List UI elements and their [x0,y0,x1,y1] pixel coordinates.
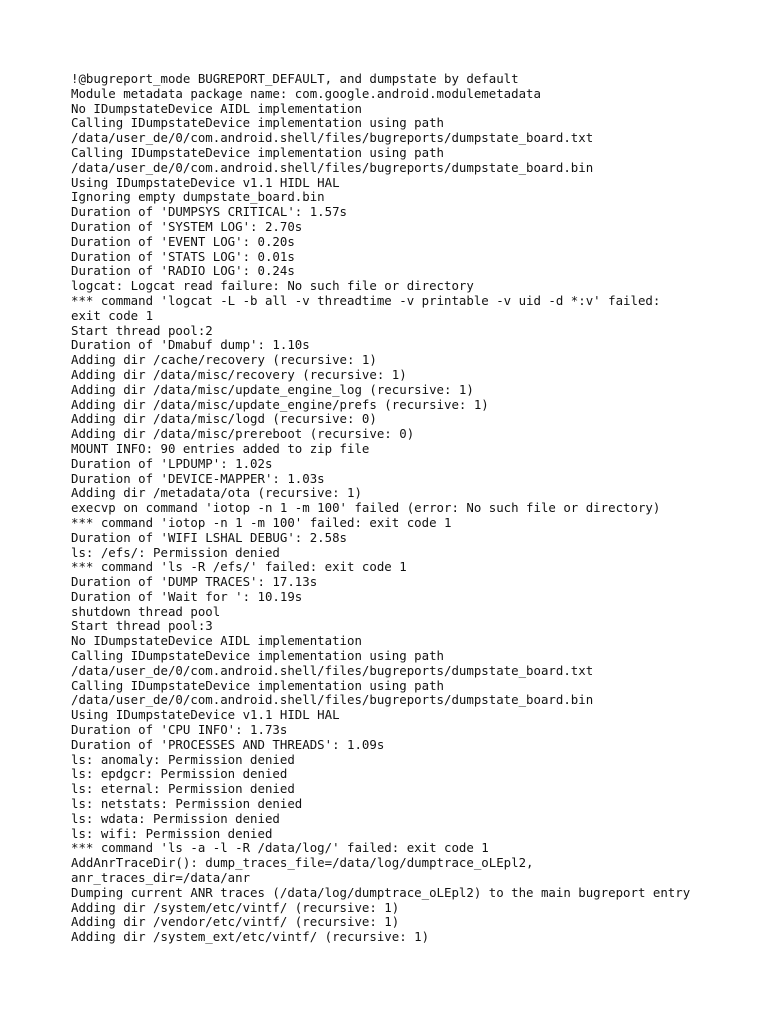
log-line: execvp on command 'iotop -n 1 -m 100' failed (error: No such file or directory) [71,501,661,516]
log-line: Calling IDumpstateDevice implementation using path [71,678,444,693]
log-text-block [71,72,761,945]
log-line: Duration of 'CPU INFO': 1.73s [71,723,288,738]
log-line: Adding dir /data/misc/recovery (recursive: 1) [71,367,407,382]
log-line: Calling IDumpstateDevice implementation using path [71,649,444,664]
log-line: ls: wifi: Permission denied [71,826,273,841]
log-line: Dumping current ANR traces (/data/log/dumptrace_oLEpl2) to the main bugreport entry [71,885,691,900]
log-line: ls: wdata: Permission denied [71,811,280,826]
log-line: Start thread pool:3 [71,619,213,634]
log-line: ls: /efs/: Permission denied [71,545,280,560]
log-line: Duration of 'RADIO LOG': 0.24s [71,264,295,279]
log-line: exit code 1 [71,308,154,323]
log-line: No IDumpstateDevice AIDL implementation [71,101,362,116]
log-line: Start thread pool:2 [71,323,213,338]
log-line: Duration of 'PROCESSES AND THREADS': 1.09s [71,737,385,752]
log-line: /data/user_de/0/com.android.shell/files/bugreports/dumpstate_board.bin [71,160,594,175]
log-line: *** command 'ls -a -l -R /data/log/' failed: exit code 1 [71,841,489,856]
log-line: Duration of 'LPDUMP': 1.02s [71,456,273,471]
log-line: /data/user_de/0/com.android.shell/files/bugreports/dumpstate_board.txt [71,663,594,678]
log-line: Duration of 'DUMP TRACES': 17.13s [71,575,318,590]
log-line: Ignoring empty dumpstate_board.bin [71,190,325,205]
log-line: !@bugreport_mode BUGREPORT_DEFAULT, and dumpstate by default [71,72,519,86]
log-line: Duration of 'EVENT LOG': 0.20s [71,234,295,249]
log-line: /data/user_de/0/com.android.shell/files/bugreports/dumpstate_board.bin [71,693,594,708]
log-line: shutdown thread pool [71,604,221,619]
log-line: *** command 'ls -R /efs/' failed: exit code 1 [71,560,407,575]
log-line: anr_traces_dir=/data/anr [71,871,251,886]
log-line: Calling IDumpstateDevice implementation using path [71,145,444,160]
log-line: logcat: Logcat read failure: No such file or directory [71,279,474,294]
log-line: *** command 'iotop -n 1 -m 100' failed: exit code 1 [71,515,452,530]
log-line: Using IDumpstateDevice v1.1 HIDL HAL [71,708,340,723]
log-line: Duration of 'SYSTEM LOG': 2.70s [71,219,303,234]
log-line: Adding dir /data/misc/update_engine/prefs (recursive: 1) [71,397,489,412]
log-line: No IDumpstateDevice AIDL implementation [71,634,362,649]
log-line: Using IDumpstateDevice v1.1 HIDL HAL [71,175,340,190]
log-line: AddAnrTraceDir(): dump_traces_file=/data/log/dumptrace_oLEpl2, [71,856,534,871]
log-line: /data/user_de/0/com.android.shell/files/bugreports/dumpstate_board.txt [71,131,594,146]
log-line: ls: epdgcr: Permission denied [71,767,288,782]
log-line: Duration of 'DEVICE-MAPPER': 1.03s [71,471,325,486]
log-line: Duration of 'STATS LOG': 0.01s [71,249,295,264]
log-line: Duration of 'DUMPSYS CRITICAL': 1.57s [71,205,348,220]
log-line: ls: netstats: Permission denied [71,797,303,812]
log-line: Adding dir /metadata/ota (recursive: 1) [71,486,362,501]
log-line: Adding dir /vendor/etc/vintf/ (recursive: 1) [71,915,400,930]
log-line: ls: anomaly: Permission denied [71,752,295,767]
log-line: Duration of 'Dmabuf dump': 1.10s [71,338,310,353]
log-line: ls: eternal: Permission denied [71,782,295,797]
log-line: Adding dir /cache/recovery (recursive: 1) [71,353,377,368]
log-line: *** command 'logcat -L -b all -v threadtime -v printable -v uid -d *:v' failed: [71,293,661,308]
log-line: Adding dir /system_ext/etc/vintf/ (recursive: 1) [71,930,430,945]
log-line: Calling IDumpstateDevice implementation using path [71,116,444,131]
log-line: Adding dir /data/misc/logd (recursive: 0) [71,412,377,427]
log-line: Adding dir /data/misc/prereboot (recursive: 0) [71,427,415,442]
log-line: MOUNT INFO: 90 entries added to zip file [71,441,370,456]
log-line: Duration of 'WIFI LSHAL DEBUG': 2.58s [71,530,348,545]
log-line: Adding dir /data/misc/update_engine_log (recursive: 1) [71,382,474,397]
log-line: Duration of 'Wait for ': 10.19s [71,589,303,604]
log-line: Module metadata package name: com.google.android.modulemetadata [71,86,541,101]
log-line: Adding dir /system/etc/vintf/ (recursive: 1) [71,900,400,915]
